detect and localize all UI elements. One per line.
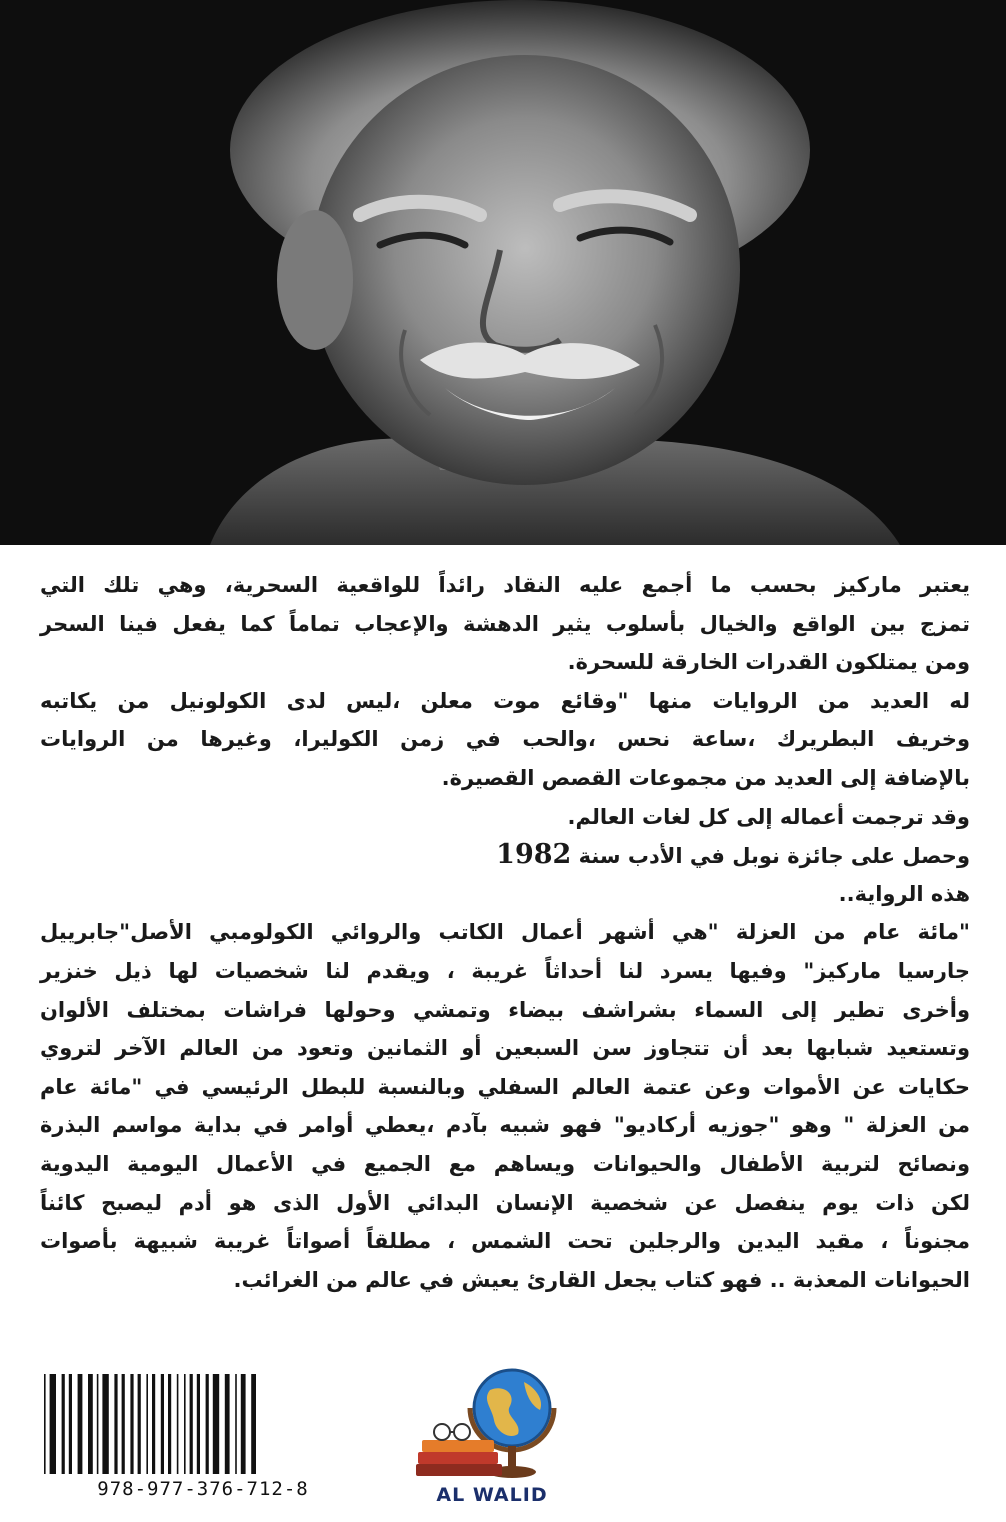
text-line: وخريف البطريرك ،ساعة نحس ،والحب في زمن الكوليرا، وغيرها من الروايات [40, 727, 970, 752]
barcode-bar [152, 1374, 155, 1474]
nobel-text: وحصل على جائزة نوبل في الأدب سنة [578, 844, 970, 869]
barcode-bar [78, 1374, 83, 1474]
text-line: يعتبر ماركيز بحسب ما أجمع عليه النقاد رائداً للواقعية السحرية، وهي تلك التي [40, 573, 970, 597]
paragraph-novel-description [40, 913, 970, 1299]
barcode-bar [241, 1374, 246, 1474]
barcode-bar [97, 1374, 99, 1474]
text-line: وتستعيد شبابها بعد أن تتجاوز سن السبعين أو الثمانين وتعود من العالم الآخر لتروي [40, 1036, 970, 1061]
barcode-bar [235, 1374, 237, 1474]
publisher-logo [412, 1360, 572, 1518]
barcode-bar [146, 1374, 148, 1474]
text-line: الحيوانات المعذبة .. فهو كتاب يجعل القارئ يعيش في عالم من الغرائب. [233, 1267, 970, 1292]
isbn-number: 978-977-376-712-8 [97, 1478, 309, 1500]
barcode-bar [114, 1374, 117, 1474]
paragraph-translations [40, 798, 970, 837]
text-line: وقد ترجمت أعماله إلى كل لغات العالم. [567, 804, 970, 829]
barcode-bar [184, 1374, 186, 1474]
barcode-bar [206, 1374, 209, 1474]
text-line: ومن يمتلكون القدرات الخارقة للسحرة. [567, 650, 970, 675]
paragraph-magical-realism [40, 566, 970, 682]
barcode-bar [44, 1374, 46, 1474]
text-line: تمزج بين الواقع والخيال بأسلوب يثير الدهشة والإعجاب تماماً كما يفعل فينا السحر [40, 611, 970, 636]
paragraph-this-novel-heading [40, 875, 970, 914]
paragraph-nobel [40, 836, 970, 875]
barcode-bar [62, 1374, 65, 1474]
barcode-bar [177, 1374, 179, 1474]
text-line [40, 836, 970, 875]
barcode-bar [88, 1374, 93, 1474]
text-line: مجنوناً ، مقيد اليدين والرجلين تحت الشمس ، مطلقاً أصواتاً غريبة شبيهة بأصوات [40, 1229, 970, 1254]
barcode-bar [69, 1374, 72, 1474]
barcode-bar [251, 1374, 256, 1474]
publisher-name: AL WALID [436, 1484, 548, 1506]
barcode-icon [38, 1372, 368, 1476]
barcode-bar [138, 1374, 141, 1474]
text-line: حكايات عن الأموات وعن عتمة العالم السفلي وبالنسبة للبطل الرئيسي في "مائة عام [40, 1074, 970, 1099]
author-portrait-photo [0, 0, 1006, 545]
barcode-bar [122, 1374, 125, 1474]
paragraph-novels [40, 682, 970, 798]
text-line: من العزلة " وهو "جوزيه أركاديو" فهو شبيه بآدم ،يعطي أوامر في بداية مواسم البذرة [40, 1113, 970, 1138]
globe-and-books-logo-icon [412, 1360, 572, 1484]
isbn-barcode [38, 1372, 368, 1512]
barcode-bar [197, 1374, 200, 1474]
barcode-bar [213, 1374, 219, 1474]
author-photo [0, 0, 1006, 545]
back-cover-blurb [40, 566, 970, 1299]
text-line: له العديد من الروايات منها "وقائع موت معلن ،ليس لدى الكولونيل من يكاتبه [40, 688, 970, 713]
barcode-bar [190, 1374, 193, 1474]
nobel-year: 1982 [496, 839, 572, 871]
text-line: ونصائح لتربية الأطفال والحيوانات ويساهم مع الجميع في الأعمال اليومية اليدوية [40, 1151, 970, 1176]
text-line: وأخرى تطير إلى السماء بشراشف بيضاء وتمشي وحولها فراشات بمختلف الألوان [40, 997, 970, 1022]
text-line: بالإضافة إلى العديد من مجموعات القصص القصيرة. [441, 765, 970, 790]
text-line: لكن ذات يوم ينفصل عن شخصية الإنسان البدائي الأول الذى هو أدم ليصبح كائناً [40, 1190, 970, 1215]
barcode-bar [161, 1374, 164, 1474]
barcode-bar [168, 1374, 171, 1474]
barcode-bar [50, 1374, 56, 1474]
barcode-bar [225, 1374, 230, 1474]
text-line: "مائة عام من العزلة "هي أشهر أعمال الكاتب والروائي الكولومبي الأصل"جابرييل [40, 920, 970, 945]
barcode-bar [102, 1374, 108, 1474]
text-line: جارسيا ماركيز" وفيها يسرد لنا أحداثاً غريبة ، ويقدم لنا شخصيات لها ذيل خنزير [40, 958, 970, 983]
text-line: هذه الرواية.. [838, 881, 970, 906]
barcode-bar [130, 1374, 133, 1474]
